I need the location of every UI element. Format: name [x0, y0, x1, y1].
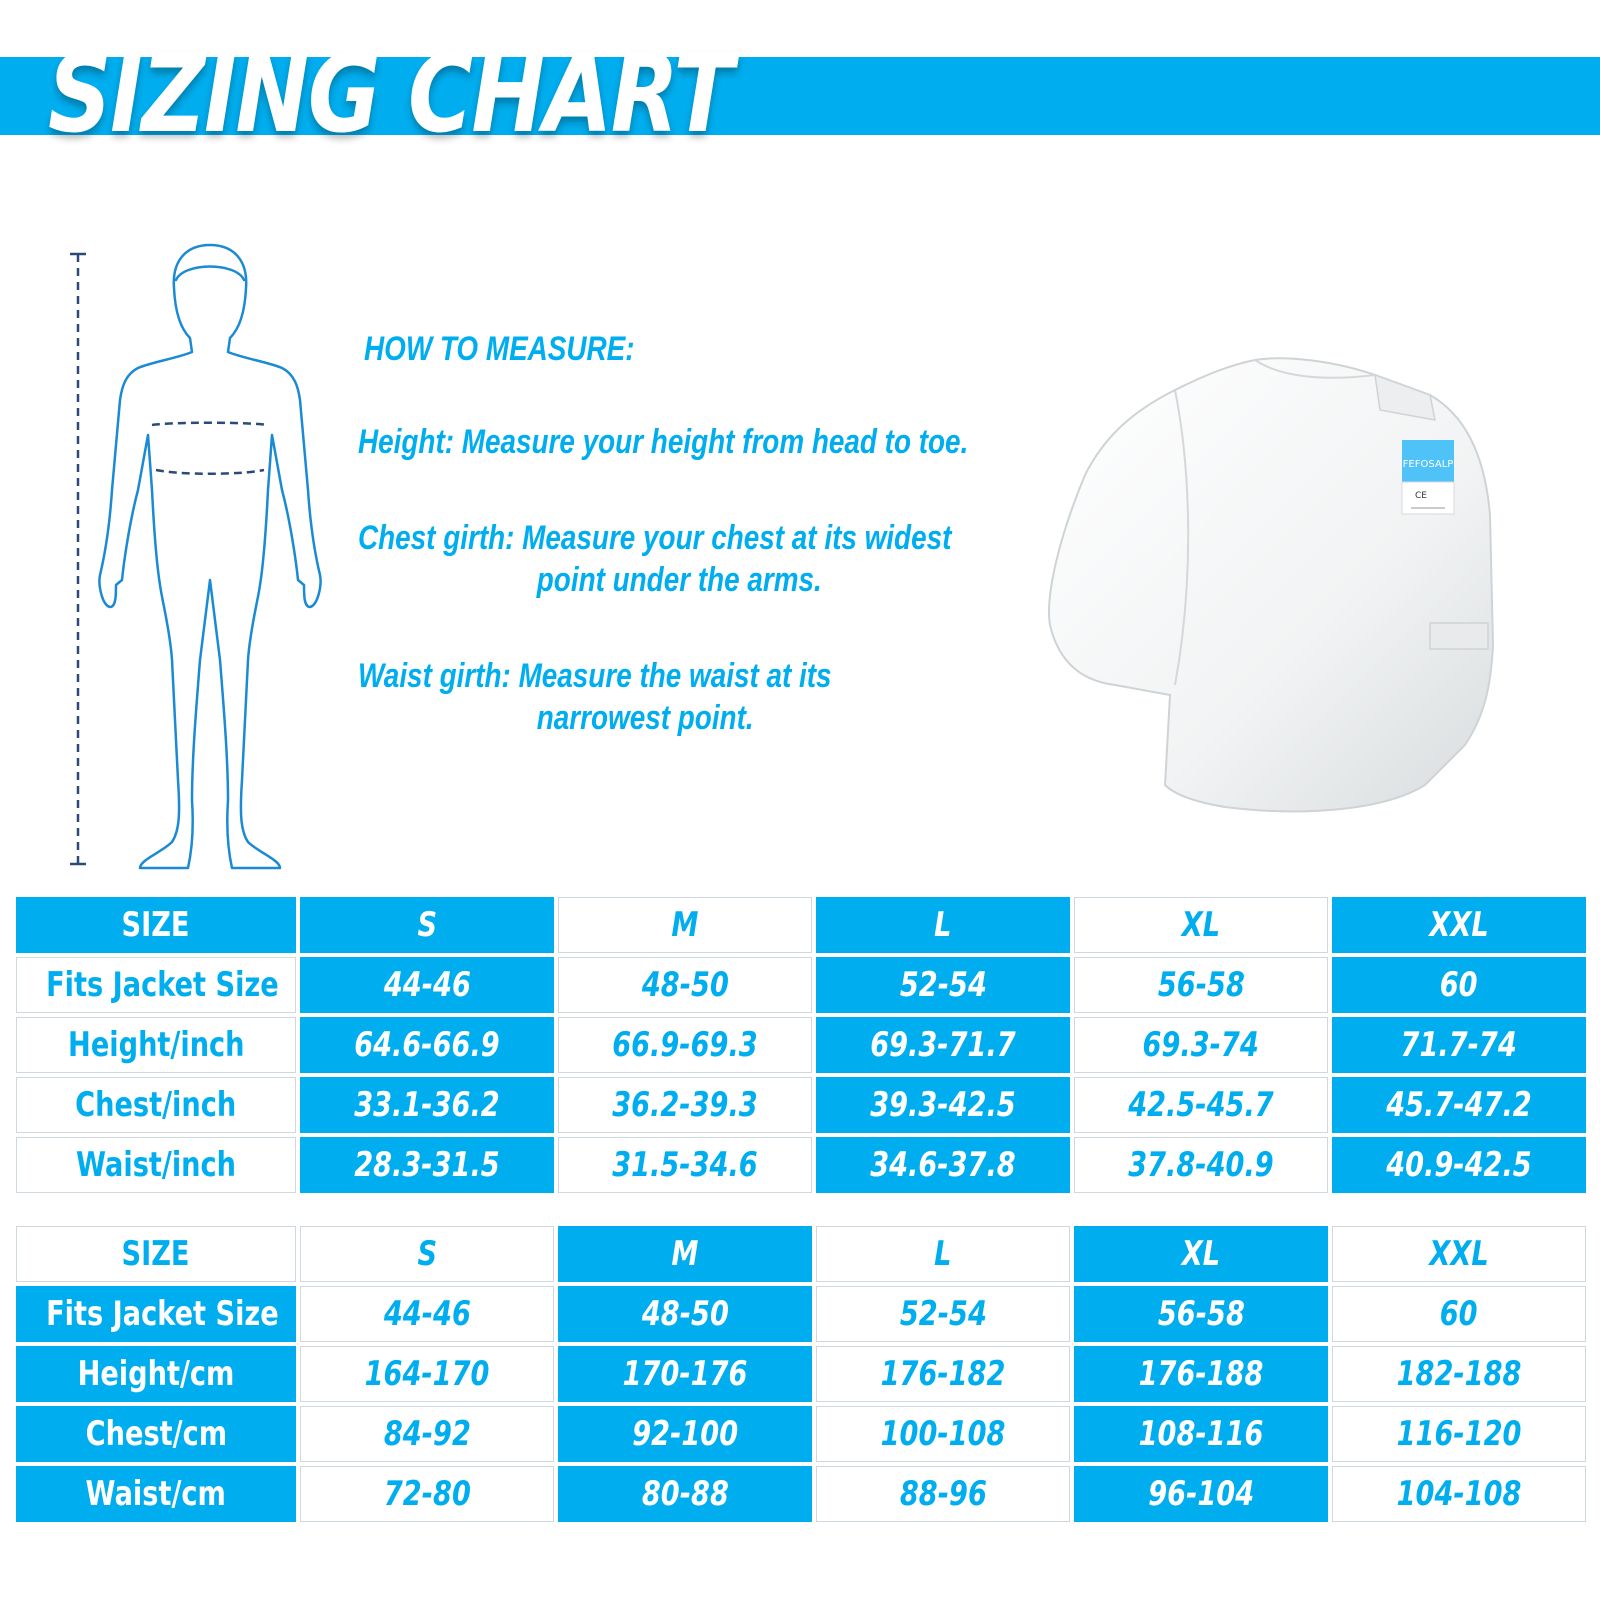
table-cell: 33.1-36.2 [300, 1077, 554, 1133]
table-header-row [16, 1226, 1586, 1282]
table-row [16, 1346, 1586, 1402]
table-cell: 69.3-71.7 [816, 1017, 1070, 1073]
header-size-l: L [816, 897, 1070, 953]
table-cell: 66.9-69.3 [558, 1017, 812, 1073]
header-size-m: M [558, 897, 812, 953]
header-size-m: M [558, 1226, 812, 1282]
table-cell: 176-182 [816, 1346, 1070, 1402]
table-cell: 84-92 [300, 1406, 554, 1462]
row-label-waist: Waist/inch [16, 1137, 296, 1193]
table-cell: 45.7-47.2 [1332, 1077, 1586, 1133]
table-cell: 92-100 [558, 1406, 812, 1462]
waist-instruction [358, 655, 1058, 739]
table-cell: 88-96 [816, 1466, 1070, 1522]
table-cell: 96-104 [1074, 1466, 1328, 1522]
table-cell: 48-50 [558, 1286, 812, 1342]
table-cell: 42.5-45.7 [1074, 1077, 1328, 1133]
header-size-s: S [300, 1226, 554, 1282]
jacket-pocket-icon [1430, 623, 1488, 649]
table-cell: 37.8-40.9 [1074, 1137, 1328, 1193]
table-cell: 56-58 [1074, 1286, 1328, 1342]
table-row [16, 1466, 1586, 1522]
chest-instruction-line1: Chest girth: Measure your chest at its widest [358, 519, 952, 557]
table-cell: 56-58 [1074, 957, 1328, 1013]
jacket-image [1045, 355, 1525, 825]
table-cell: 80-88 [558, 1466, 812, 1522]
table-row [16, 1406, 1586, 1462]
table-cell: 176-188 [1074, 1346, 1328, 1402]
person-outline-icon [99, 245, 320, 868]
header-size-xl: XL [1074, 897, 1328, 953]
table-row [16, 1077, 1586, 1133]
waist-instruction-line1: Waist girth: Measure the waist at its [358, 657, 832, 695]
row-label-waist: Waist/cm [16, 1466, 296, 1522]
height-instruction-text: Height: Measure your height from head to toe. [358, 423, 969, 461]
table-cell: 34.6-37.8 [816, 1137, 1070, 1193]
table-cell: 28.3-31.5 [300, 1137, 554, 1193]
body-measure-figure [60, 240, 340, 890]
table-cell: 64.6-66.9 [300, 1017, 554, 1073]
table-cell: 71.7-74 [1332, 1017, 1586, 1073]
jacket-tag-mark: CE [1415, 491, 1427, 501]
row-label-height: Height/cm [16, 1346, 296, 1402]
how-to-measure [358, 330, 1058, 793]
table-cell: 108-116 [1074, 1406, 1328, 1462]
jacket-body-icon [1049, 358, 1493, 811]
table-cell: 40.9-42.5 [1332, 1137, 1586, 1193]
jacket-tag-brand: FEFOSALP [1402, 459, 1454, 470]
table-cell: 44-46 [300, 957, 554, 1013]
row-label-jacket: Fits Jacket Size [16, 957, 296, 1013]
table-cell: 182-188 [1332, 1346, 1586, 1402]
size-table-cm [12, 1222, 1590, 1526]
header-size-label: SIZE [16, 1226, 296, 1282]
table-cell: 104-108 [1332, 1466, 1586, 1522]
row-label-chest: Chest/cm [16, 1406, 296, 1462]
height-marker-icon [70, 254, 86, 864]
page-title: SIZING CHART [48, 32, 733, 157]
table-cell: 100-108 [816, 1406, 1070, 1462]
chest-waist-lines-icon [152, 423, 268, 474]
table-cell: 116-120 [1332, 1406, 1586, 1462]
table-row [16, 957, 1586, 1013]
header-size-l: L [816, 1226, 1070, 1282]
table-cell: 39.3-42.5 [816, 1077, 1070, 1133]
header-size-s: S [300, 897, 554, 953]
table-cell: 44-46 [300, 1286, 554, 1342]
row-label-chest: Chest/inch [16, 1077, 296, 1133]
table-cell: 36.2-39.3 [558, 1077, 812, 1133]
header-size-xl: XL [1074, 1226, 1328, 1282]
table-cell: 164-170 [300, 1346, 554, 1402]
table-cell: 60 [1332, 957, 1586, 1013]
table-cell: 69.3-74 [1074, 1017, 1328, 1073]
header-size-label: SIZE [16, 897, 296, 953]
row-label-jacket: Fits Jacket Size [16, 1286, 296, 1342]
header-size-xxl: XXL [1332, 897, 1586, 953]
row-label-height: Height/inch [16, 1017, 296, 1073]
table-cell: 72-80 [300, 1466, 554, 1522]
instructions-heading: HOW TO MEASURE: [364, 330, 635, 368]
table-row [16, 1137, 1586, 1193]
chest-instruction-line2: point under the arms. [536, 561, 822, 599]
table-cell: 31.5-34.6 [558, 1137, 812, 1193]
height-instruction [358, 421, 1058, 463]
table-cell: 52-54 [816, 1286, 1070, 1342]
chest-instruction [358, 517, 1058, 601]
table-cell: 52-54 [816, 957, 1070, 1013]
waist-instruction-line2: narrowest point. [536, 699, 754, 737]
table-row [16, 1286, 1586, 1342]
table-cell: 48-50 [558, 957, 812, 1013]
size-table-inch [12, 893, 1590, 1197]
table-cell: 60 [1332, 1286, 1586, 1342]
table-row [16, 1017, 1586, 1073]
header-size-xxl: XXL [1332, 1226, 1586, 1282]
table-cell: 170-176 [558, 1346, 812, 1402]
table-header-row [16, 897, 1586, 953]
